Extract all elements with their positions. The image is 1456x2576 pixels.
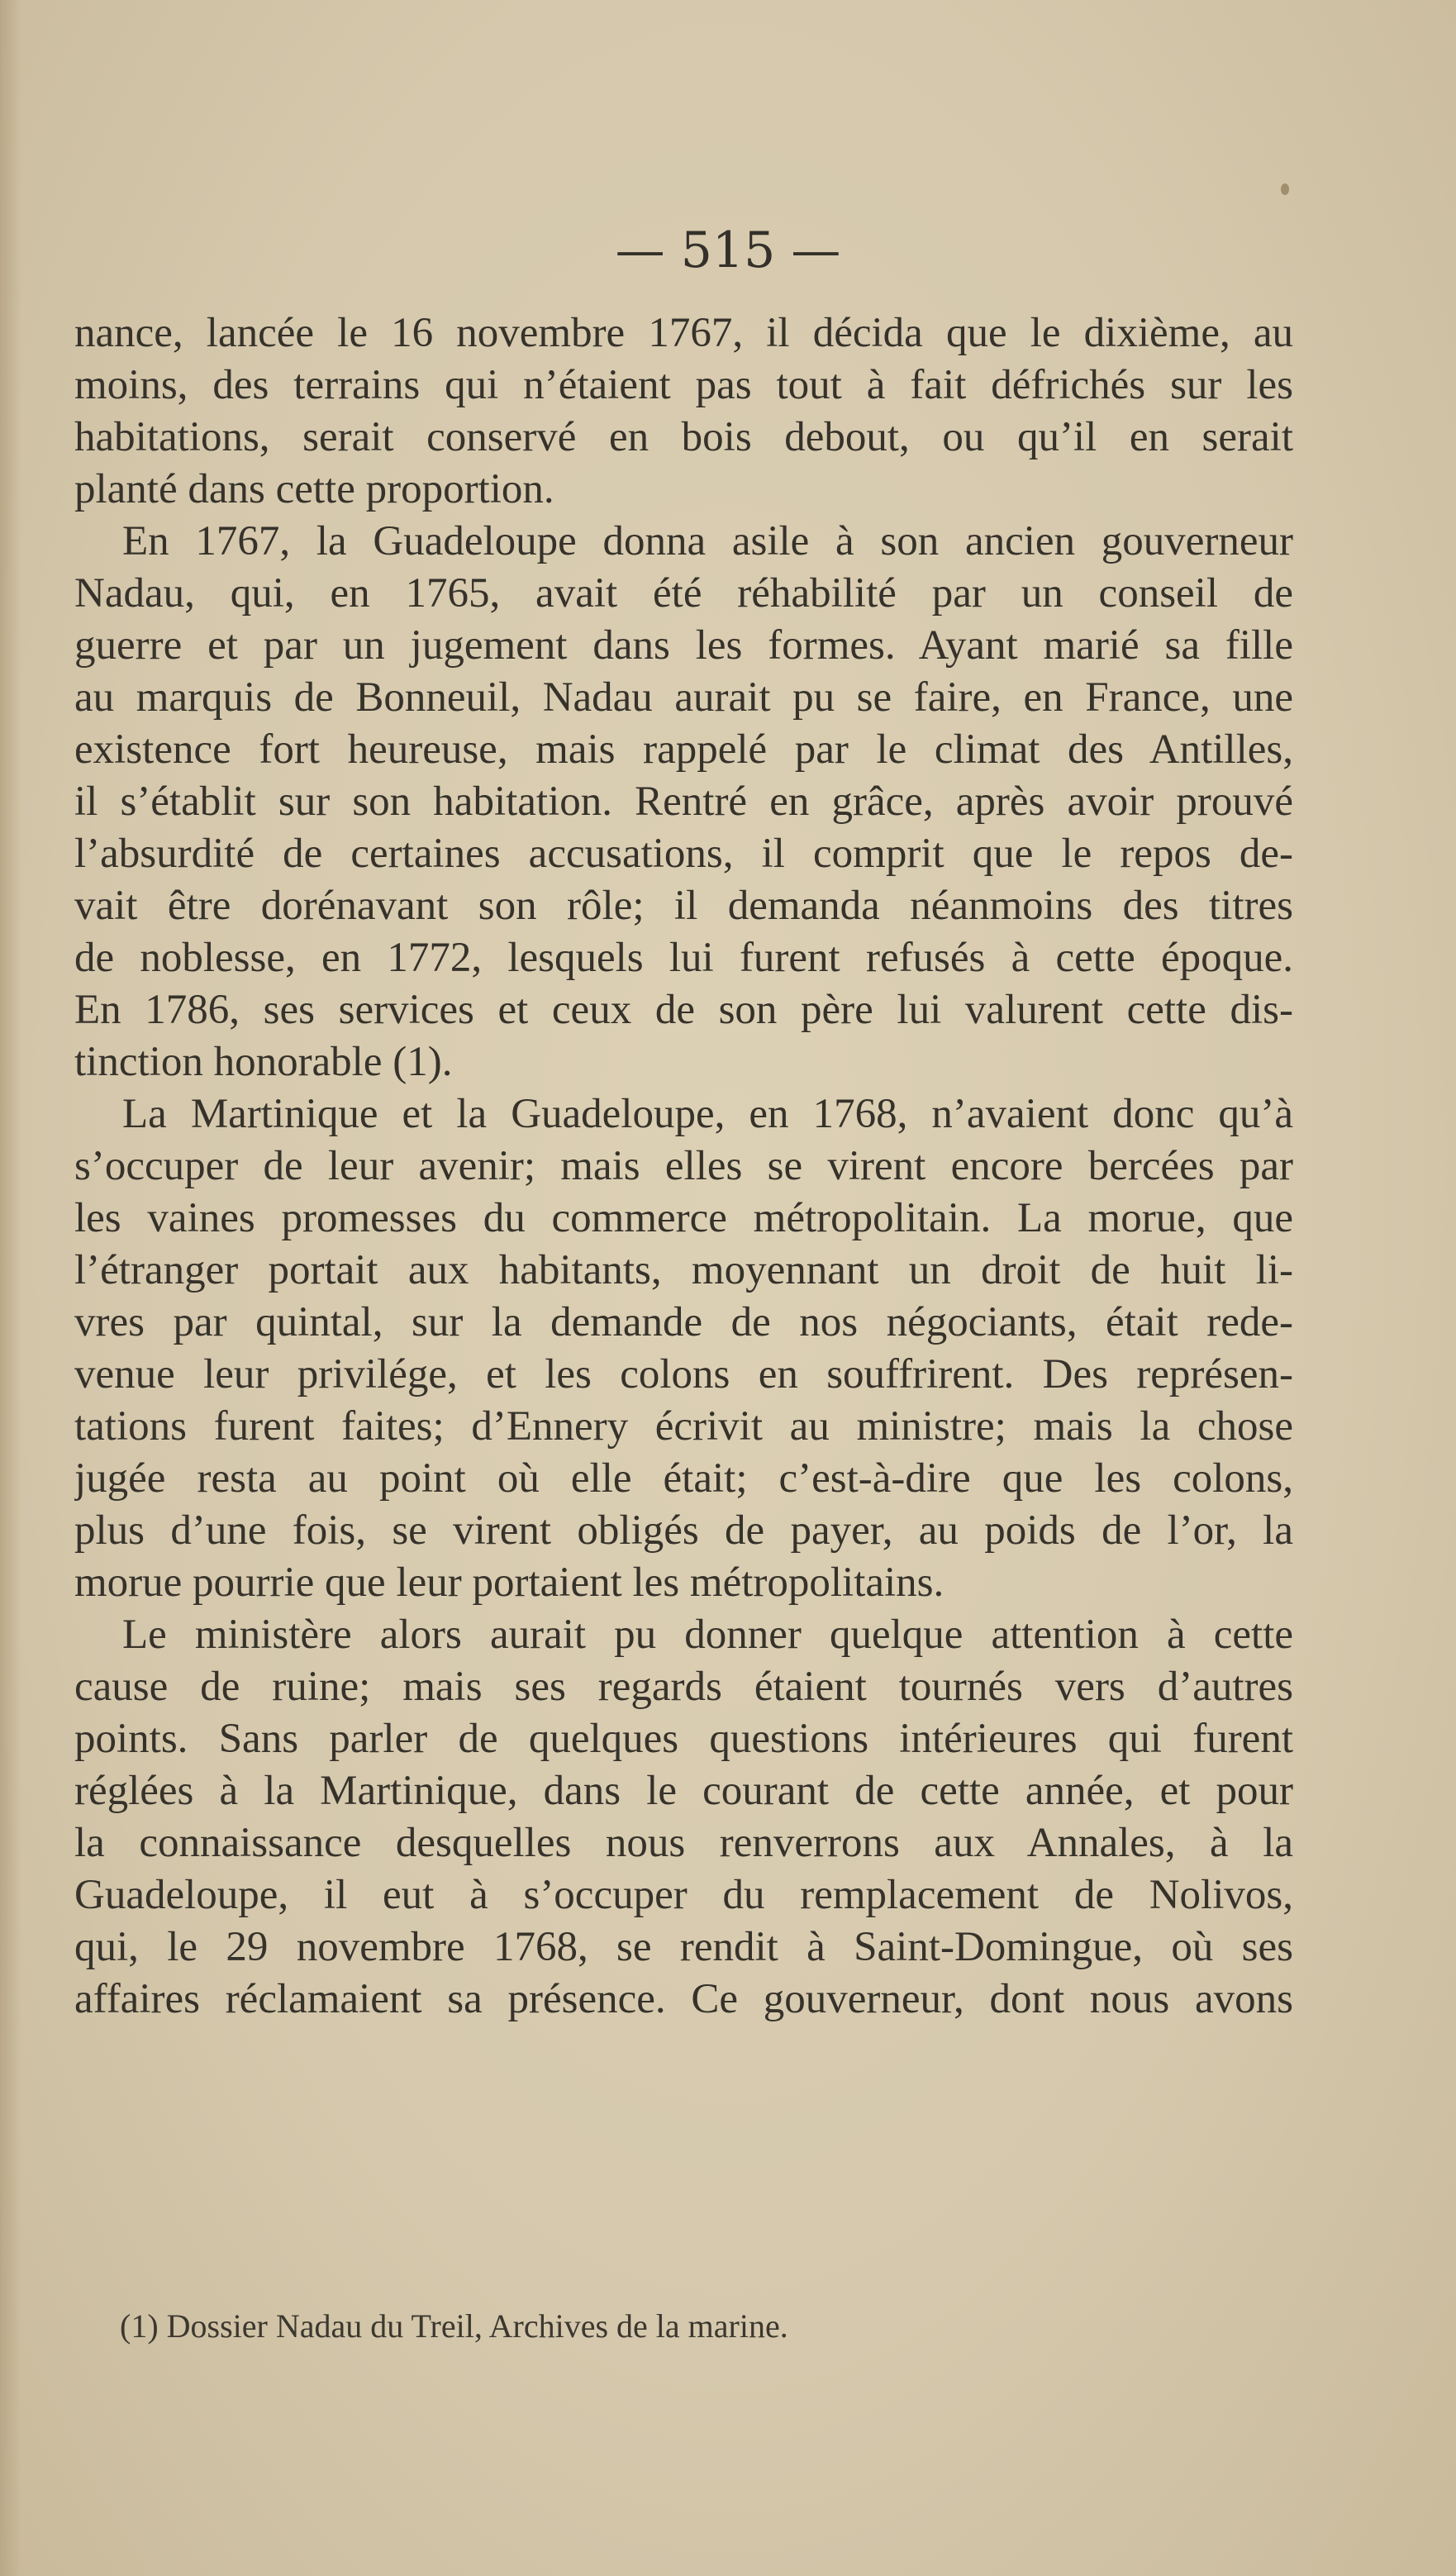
text-line: plus d’une fois, se virent obligés de payer, au poids de l’or, la xyxy=(74,1507,1293,1554)
text-line: au marquis de Bonneuil, Nadau aurait pu se faire, en France, une xyxy=(74,674,1293,721)
text-line: Guadeloupe, il eut à s’occuper du remplacement de Nolivos, xyxy=(74,1872,1293,1918)
text-line: points. Sans parler de quelques questions intérieures qui furent xyxy=(74,1716,1293,1762)
text-line: tinction honorable (1). xyxy=(74,1039,453,1085)
text-line: En 1786, ses services et ceux de son père lui valurent cette dis- xyxy=(74,987,1293,1033)
text-line: La Martinique et la Guadeloupe, en 1768, n’avaient donc qu’à xyxy=(122,1091,1293,1137)
page-number: — 515 — xyxy=(615,221,841,279)
paper-speck xyxy=(1281,183,1289,195)
text-line: réglées à la Martinique, dans le courant de cette année, et pour xyxy=(74,1768,1293,1814)
text-line: existence fort heureuse, mais rappelé par le climat des Antilles, xyxy=(74,726,1293,773)
text-line: morue pourrie que leur portaient les métropolitains. xyxy=(74,1559,944,1606)
text-line: nance, lancée le 16 novembre 1767, il décida que le dixième, au xyxy=(74,310,1293,356)
text-line: planté dans cette proportion. xyxy=(74,466,554,512)
text-line: la connaissance desquelles nous renverrons aux Annales, à la xyxy=(74,1820,1293,1866)
text-line: il s’établit sur son habitation. Rentré en grâce, après avoir prouvé xyxy=(74,779,1293,825)
page-edge-shadow xyxy=(0,0,21,2576)
text-line: Nadau, qui, en 1765, avait été réhabilité par un conseil de xyxy=(74,570,1293,617)
text-line: qui, le 29 novembre 1768, se rendit à Saint-Domingue, où ses xyxy=(74,1924,1293,1970)
text-line: s’occuper de leur avenir; mais elles se virent encore bercées par xyxy=(74,1143,1293,1189)
text-line: l’absurdité de certaines accusations, il comprit que le repos de- xyxy=(74,831,1293,877)
text-line: guerre et par un jugement dans les formes. Ayant marié sa fille xyxy=(74,622,1293,669)
text-line: les vaines promesses du commerce métropolitain. La morue, que xyxy=(74,1195,1293,1241)
text-line: tations furent faites; d’Ennery écrivit au ministre; mais la chose xyxy=(74,1403,1293,1450)
text-line: En 1767, la Guadeloupe donna asile à son ancien gouverneur xyxy=(122,518,1293,564)
text-line: vait être dorénavant son rôle; il demanda néanmoins des titres xyxy=(74,883,1293,929)
text-line: de noblesse, en 1772, lesquels lui furent refusés à cette époque. xyxy=(74,935,1293,981)
text-line: moins, des terrains qui n’étaient pas tout à fait défrichés sur les xyxy=(74,362,1293,408)
text-line: Le ministère alors aurait pu donner quelque attention à cette xyxy=(122,1612,1293,1658)
text-line: vres par quintal, sur la demande de nos négociants, était rede- xyxy=(74,1299,1293,1345)
text-line: habitations, serait conservé en bois debout, ou qu’il en serait xyxy=(74,414,1293,460)
body-text xyxy=(74,307,1293,2026)
text-line: jugée resta au point où elle était; c’est-à-dire que les colons, xyxy=(74,1455,1293,1502)
text-line: affaires réclamaient sa présence. Ce gouverneur, dont nous avons xyxy=(74,1976,1293,2022)
footnote: (1) Dossier Nadau du Treil, Archives de la marine. xyxy=(120,2307,788,2345)
text-line: l’étranger portait aux habitants, moyennant un droit de huit li- xyxy=(74,1247,1293,1293)
text-line: venue leur privilége, et les colons en souffrirent. Des représen- xyxy=(74,1351,1293,1398)
text-line: cause de ruine; mais ses regards étaient tournés vers d’autres xyxy=(74,1664,1293,1710)
